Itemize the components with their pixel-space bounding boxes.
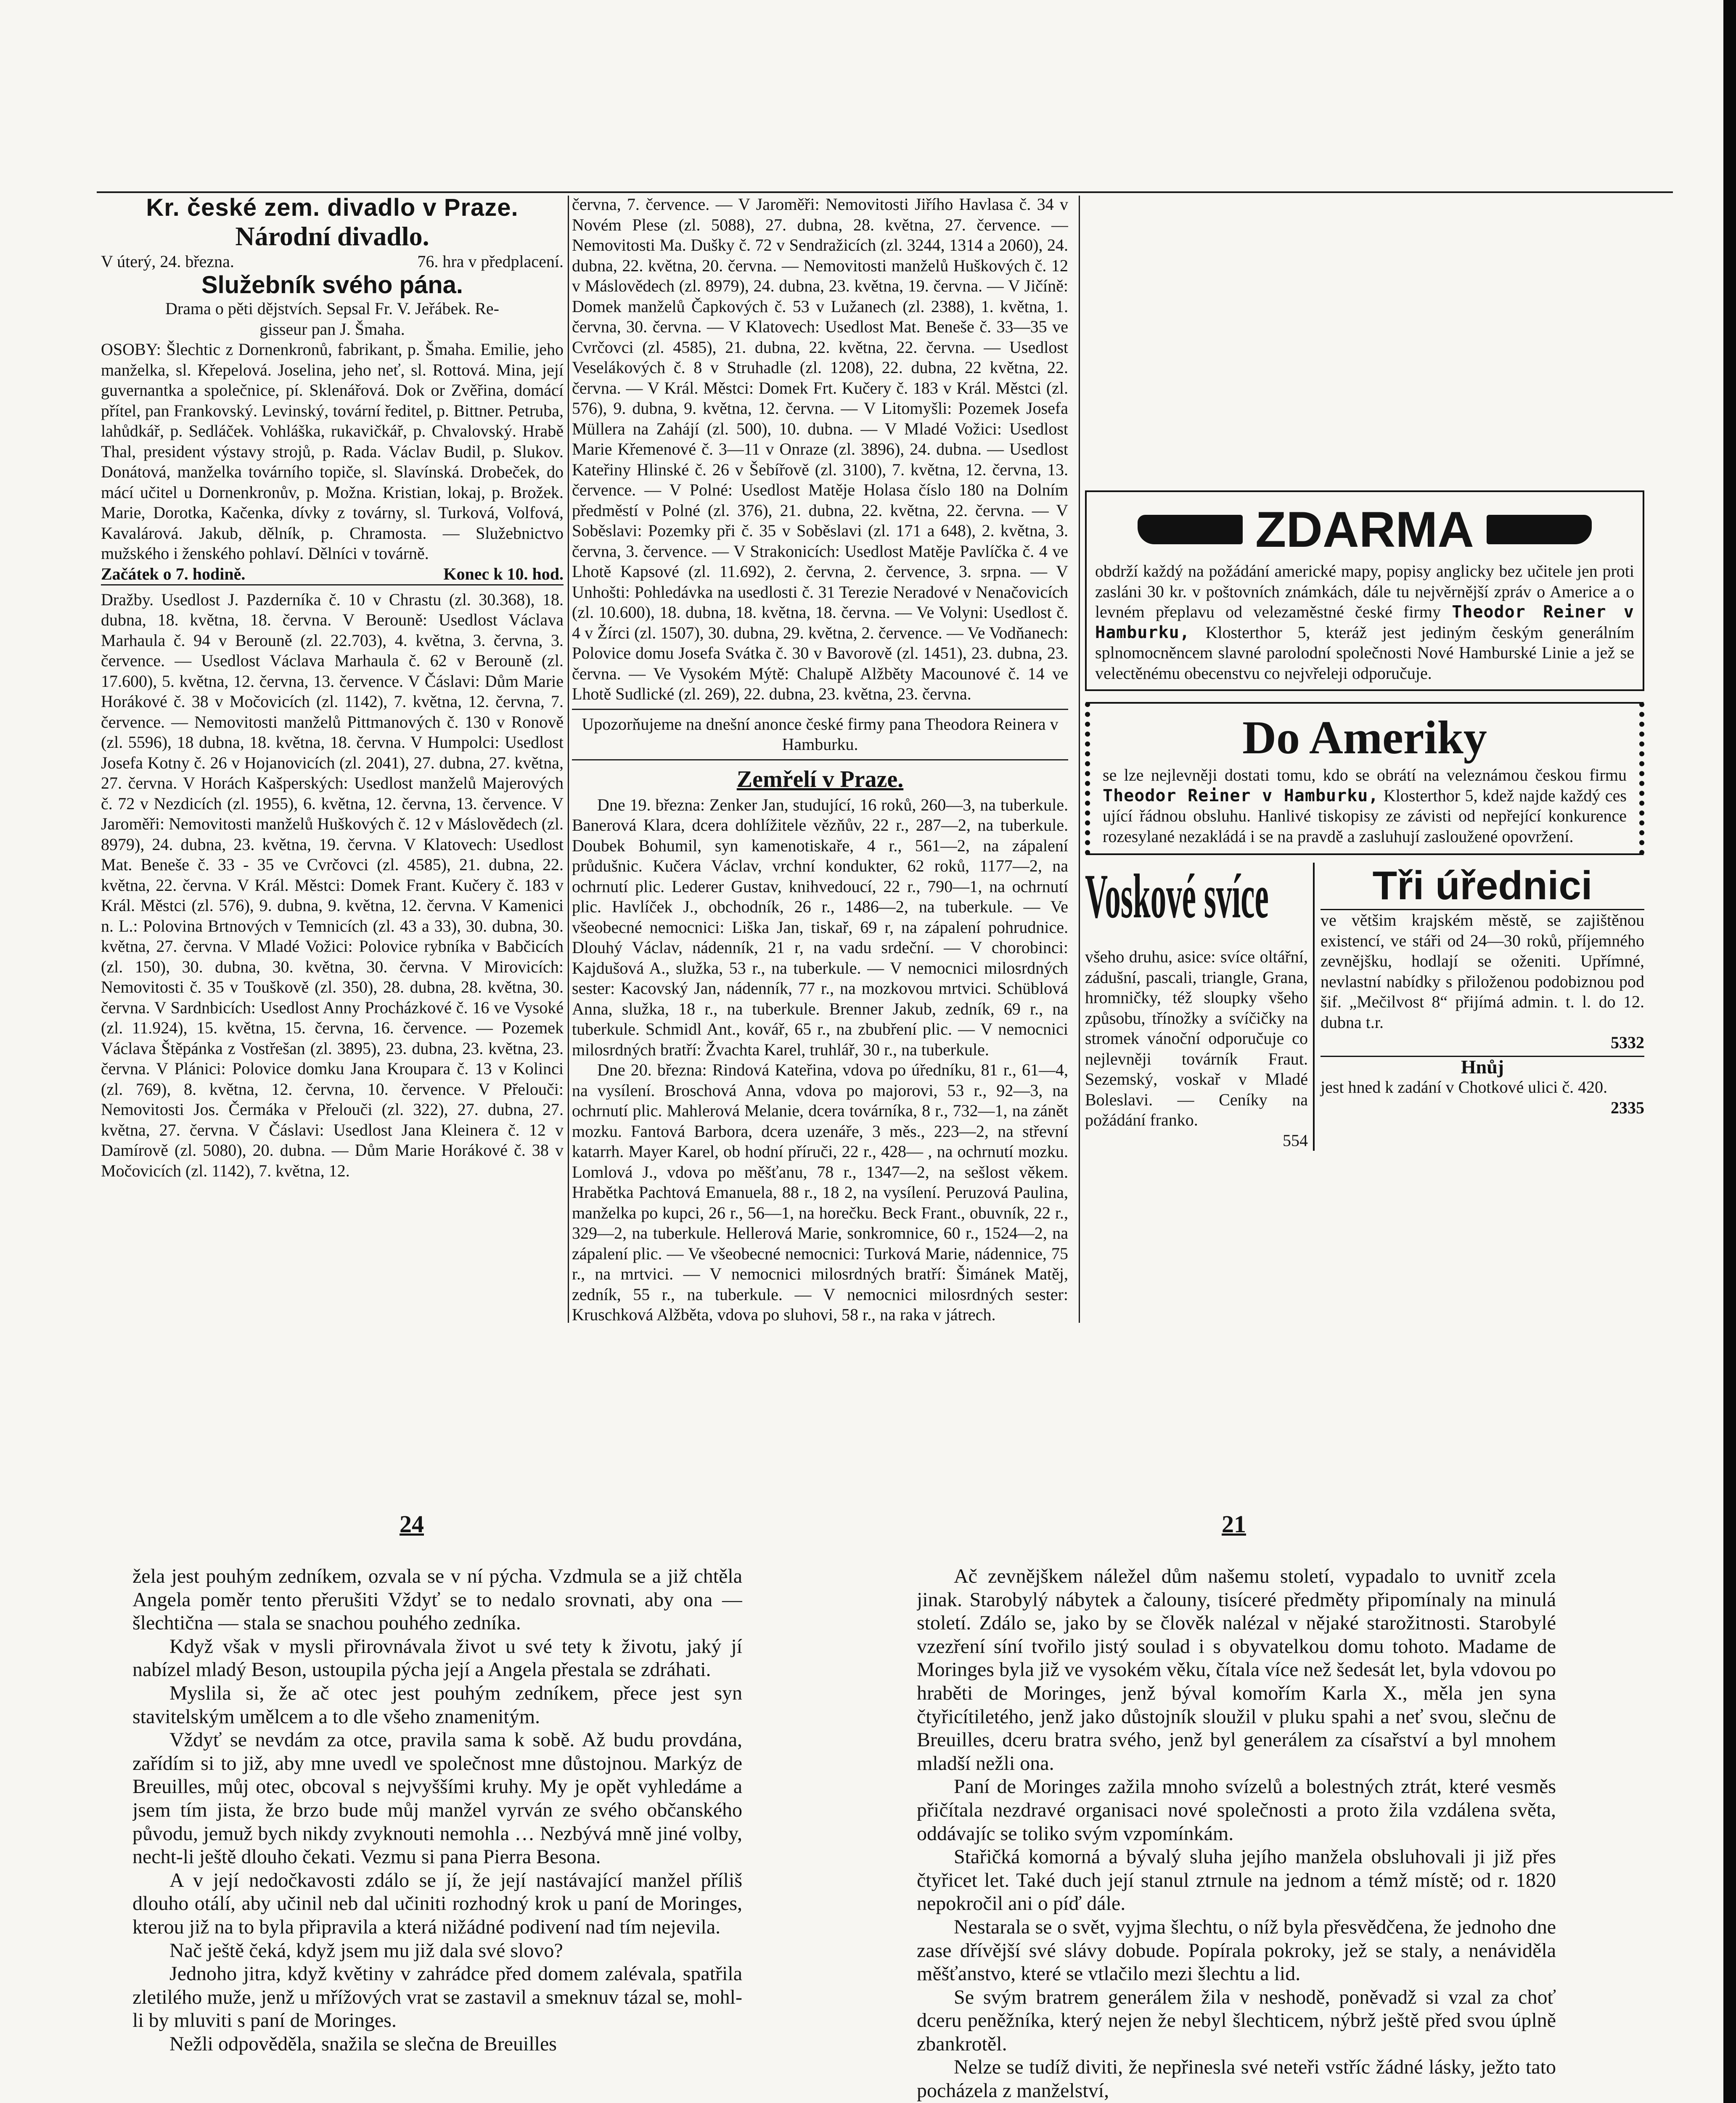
- svice-text: všeho druhu, asice: svíce oltářní, zádušní, pascali, triangle, Grana, hromničky, též sloupky všeho způsobu, třínožky a svíčičky na stromek vánoční odporučuje co nejlevněji továrník Fraut. Sezemský, voskař v Mladé Boleslavi. — Ceníky na požádání franko.: [1085, 947, 1308, 1129]
- svice-title: Voskové svíce: [1085, 861, 1269, 931]
- novel-left-column: [132, 1565, 742, 2103]
- amerika-text-b: Klosterthor 5, kdež najde každý ces ující řádnou obsluhu. Hanlivé tiskopisy ze závisti od nepřející konkurence rozesylané nezakládá i se na pravdě a zasluhují zasloužené opovržení.: [1103, 786, 1627, 846]
- zdarma-text-b: Klosterthor 5, kteráž jest jediným českým generálním splnomocněncem slavné parolodní společnosti Nové Hamburské Linie a jež se velectěnému obecenstvu co nejvřeleji odporučuje.: [1095, 622, 1635, 683]
- theatre-date: V úterý, 24. března.: [101, 252, 234, 271]
- theatre-heading: Kr. české zem. divadlo v Praze.: [146, 194, 519, 221]
- deaths-title: Zemřelí v Praze.: [736, 766, 904, 792]
- novel-paragraph: Nač ještě čeká, když jsem mu již dala své slovo?: [169, 1939, 563, 1962]
- play-start: Začátek o 7. hodině.: [101, 564, 246, 583]
- novel-paragraph: Nežli odpověděla, snažila se slečna de Breuilles: [169, 2032, 557, 2055]
- auctions-continued: června, 7. července. — V Jaroměři: Nemovitosti Jiřího Havlasa č. 34 v Novém Plese (zl. 5088), 27. dubna, 28. května, 27. července. — Nemovitosti Ma. Dušky č. 72 v Sendražicích (zl. 3244, 1314 a 2060), 24. dubna, 22. května, 20. června. — Nemovitosti manželů Huškových č. 12 v Máslovědech (zl. 8979), 24. dubna, 23. května, 19. června. — V Jičíně: Domek manželů Čapkových č. 53 v Lužanech (zl. 2388), 1. května, 1. června, 30. června. — V Klatovech: Usedlost Mat. Beneše č. 33—35 ve Cvrčovci (zl. 4585), 21. dubna, 22. května, 22. června. — Usedlost Veselákových č. 8 v Struhadle (zl. 1208), 22. dubna, 22 května, 22. června. — V Král. Městci: Domek Frt. Kučery č. 183 v Král. Městci (zl. 576), 9. dubna, 9. května, 12. června. — V Litomyšli: Pozemek Josefa Müllera na Zahájí (zl. 500), 10. dubna. — V Mladé Vožici: Usedlost Marie Křemenové č. 3—11 v Onraze (zl. 3896), 24. dubna. — Usedlost Kateřiny Hlinské č. 26 v Šebířově (zl. 3100), 7. května, 12. června, 13. července. — V Polné: Usedlost Matěje Holasa číslo 180 na Dolním předměstí v Polné (zl. 376), 21. dubna, 22. května, 22. června. — V Soběslavi: Pozemky při č. 35 v Soběslavi (zl. 171 a 648), 2. května, 3. června, 3. července. — V Strakonicích: Usedlost Matěje Pavlíčka č. 4 ve Lhotě Kapsové (zl. 11.692), 2. června, 2. července, 3. srpna. — V Unhošti: Pohledávka na usedlosti č. 31 Terezie Neradové v Nenačovicích (zl. 10.600), 18. dubna, 18. května, 18. června. — Ve Volyni: Usedlost č. 4 v Žírci (zl. 1507), 30. dubna, 29. května, 2. července. — Ve Vodňanech: Polovice domu Josefa Svátka č. 30 v Bavorově (zl. 1451), 23. dubna, 23. června. — Ve Vysokém Mýtě: Chalupě Alžběty Macounové č. 14 ve Lhotě Sudlické (zl. 269), 22. dubna, 23. května, 23. června.: [572, 195, 1068, 703]
- zdarma-title: ZDARMA: [1255, 501, 1474, 558]
- novel-paragraph: Vždyť se nevdám za otce, pravila sama k sobě. Až budu provdána, zařídím si to již, aby mne uvedl ve společnost mne důstojnou. Markýz de Breuilles, můj otec, obcoval s nejvyššími kruhy. My je opět vyhledáme a jsem tím jista, že brzo bude můj manžel vyrván ze svého občanského původu, jemuž bych nikdy zvyknouti nemohla … Nezbývá mně jiné volby, necht-li ještě dlouho čekati. Vezmu si pana Pierra Besona.: [132, 1729, 742, 1868]
- amerika-firm: Theodor Reiner v Hamburku,: [1103, 786, 1379, 805]
- column-divider: [568, 196, 569, 1323]
- zdarma-text-a: obdrží každý na požádání americké mapy, popisy anglicky bez učitele jen proti zasláni 30 kr. v poštovních známkách, dále tu nejvěrnější zpráv o Americe a o levném přeplavu od velezaměstné české firmy: [1095, 562, 1634, 621]
- novel-paragraph: Když však v mysli přirovnávala život u své tety k životu, jaký jí nabízel mladý Beson, ustoupila pýcha její a Angela přestala se zdráhati.: [132, 1635, 742, 1681]
- ad-zdarma: [1085, 490, 1644, 691]
- pointing-hand-icon: [1138, 515, 1243, 544]
- theatre-date-row: [101, 252, 564, 272]
- notice-box: Upozorňujeme na dnešní anonce české firmy pana Theodora Reinera v Hamburku.: [572, 709, 1068, 760]
- column-theatre-auctions: [101, 194, 564, 1326]
- column-deaths-ads: [1085, 194, 1644, 1326]
- ad-voskove-svice: [1085, 863, 1315, 1151]
- novel-paragraph: Jednoho jitra, když květiny v zahrádce před domem zalévala, spatřila zletilého muže, jenž u mřížových vrat se zastavil a smeknuv tázal se, mohl-li by mluviti s paní de Moringes.: [132, 1963, 742, 2032]
- play-title: Služebník svého pána.: [201, 271, 463, 299]
- amerika-title: Do Ameriky: [1242, 712, 1487, 764]
- novel-paragraph: Nestarala se o svět, vyjma šlechtu, o níž byla přesvědčena, že jednoho dne zase dřívější své slávy dobude. Popírala pokroky, jež se staly, a nenáviděla měšťanstvo, které se vtlačilo mezi šlechtu a lid.: [917, 1915, 1556, 1985]
- urednici-code: 5332: [1611, 1033, 1644, 1052]
- play-director: gisseur pan J. Šmaha.: [259, 319, 405, 339]
- hnuj-text: jest hned k zadání v Chotkové ulici č. 420.: [1321, 1078, 1608, 1097]
- deaths-day-20: Dne 20. března: Rindová Kateřina, vdova po úředníku, 81 r., 61—4, na vysílení. Broschová Anna, vdova po majorovi, 53 r., 92—3, na ochrnutí plic. Mahlerová Melanie, dcera továrníka, 8 r., 732—1, na zánět mozku. Fantová Barbora, dcera uzenáře, 3 měs., 223—2, na střevní katarrh. Mayer Karel, ob hodní příruči, 22 r., 428— , na ochrnutí mozku. Lomlová J., vdova po měšťanu, 78 r., 1347—2, na sešlost věkem. Hrabětka Pachtová Emanuela, 88 r., 18 2, na vysílení. Peruzová Paulina, manželka po kupci, 26 r., 56—1, na horečku. Beck Frant., obuvník, 22 r., 329—2, na tuberkule. Hellerová Marie, sonkromnice, 60 r., 1524—2, na zápalení plic. — Ve všeobecné nemocnici: Turková Marie, nádennice, 75 r., na mrtvici. — V nemocnici milosrdných bratří: Šimánek Matěj, zedník, 55 r., na tuberkule. — V nemocnici milosrdných sester: Kruschková Alžběta, vdova po sluhovi, 58 r., na raka v játrech.: [572, 1060, 1068, 1324]
- svice-code: 554: [1283, 1131, 1308, 1150]
- novel-paragraph: žela jest pouhým zedníkem, ozvala se v ní pýcha. Vzdmula se a již chtěla Angela poměr tento přerušiti Vždyť se to nedalo srovnati, aby ona — šlechtična — stala se snachou pouhého zedníka.: [132, 1565, 742, 1634]
- zdarma-header: [1095, 498, 1634, 561]
- page-number-left: 24: [400, 1510, 424, 1538]
- deaths-continued-wrap: [1085, 194, 1644, 480]
- deaths-day-19: Dne 19. března: Zenker Jan, studující, 16 roků, 260—3, na tuberkule. Banerová Klara, dcera dohlížitele vězňův, 22 r., 287—2, na tuberkule. Doubek Bohumil, syn kamenotiskaře, 4 r., 561—2, na zápalení průdušnic. Kučera Václav, vrchní kondukter, 62 roků, 1177—2, na ochrnutí plic. Lederer Gustav, knihvedoucí, 22 r., 790—1, na ochrnutí plic. Havlíček J., obchodník, 26 r., 1486—2, na tuberkule. — Ve všeobecné nemocnici: Liška Jan, tiskař, 69 r, na zápalení pohrudnice. Dlouhý Václav, nádenník, 21 r, na vadu srdeční. — V chorobinci: Kajdušová A., služka, 53 r., na tuberkule. — V nemocnici milosrdných sester: Kacovský Jan, nádenník, 77 r., na mozkovou mrtvici. Schüblová Anna, služka, 18 r., na tuberkule. Brenner Jakub, zedník, 69 r., na tuberkule. Schmidl Ant., kovář, 65 r., na zbubření plic. — V nemocnici milosrdných bratří: Žvachta Karel, truhlář, 30 r., na tuberkule.: [572, 795, 1068, 1059]
- play-cast: OSOBY: Šlechtic z Dornenkronů, fabrikant, p. Šmaha. Emilie, jeho manželka, sl. Křepelová. Joselina, jeho neť, sl. Rottová. Mina, její guvernantka a společnice, pí. Sklenářová. Dok or Zvěřina, domácí přítel, pan Frankovský. Levinský, tovární ředitel, p. Bittner. Petruba, lahůdkář, p. Sedláček. Vohláška, rukavičkář, p. Chvalovský. Hrabě Thal, president výstavy strojů, p. Rada. Václav Budil, p. Slukov. Donátová, manželka továrního topiče, sl. Slavínská. Drobeček, do mácí učitel u Dornenkronův, p. Možna. Kristian, lokaj, p. Brožek. Marie, Dorotka, Kačenka, dívky z továrny, sl. Turková, Volfová, Kavalárová. Jakub, dělník, p. Chramosta. — Služebnictvo mužského i ženského pohlaví. Dělníci v továrně.: [101, 340, 564, 563]
- novel-paragraph: Nelze se tudíž diviti, že nepřinesla své neteři vstříc žádné lásky, ježto tato pocházela z manželství,: [917, 2056, 1556, 2102]
- amerika-text: [1103, 765, 1627, 847]
- novel-paragraph: Myslila si, že ač otec jest pouhým zedníkem, přece jest syn stavitelským umělcem a to dle všeho znamenitým.: [132, 1682, 742, 1728]
- zdarma-text: [1095, 561, 1634, 683]
- amerika-text-a: se lze nejlevněji dostati tomu, kdo se obrátí na veleznámou českou firmu: [1103, 765, 1627, 784]
- top-rule: [97, 191, 1673, 193]
- play-end: Konec k 10. hod.: [443, 564, 564, 583]
- novel-paragraph: A v její nedočkavosti zdálo se jí, že její nastávající manžel příliš dlouho otálí, aby učinil neb dal učiniti rozhodný krok u paní de Moringes, kterou již na to byla připravila a která nižádné podivení nad tím nejevila.: [132, 1869, 742, 1938]
- pointing-hand-icon: [1487, 515, 1592, 544]
- zdarma-firm: Theodor Reiner v Hamburku,: [1095, 602, 1634, 642]
- novel-paragraph: Paní de Moringes zažila mnoho svízelů a bolestných ztrát, které vesměs přičítala nezdravé organisaci nové společnosti a proto žila vzdálena světa, oddávajíc se toliko svým vzpomínkám.: [917, 1775, 1556, 1845]
- ad-do-ameriky: [1085, 702, 1644, 855]
- scan-edge: [1723, 0, 1736, 2103]
- theatre-performance-number: 76. hra v předplacení.: [417, 252, 564, 271]
- novel-paragraph: Se svým bratrem generálem žila v neshodě, poněvadž si vzal za choť dceru peněžníka, který nejen že nebyl šlechticem, nýbrž ještě před svou úplně zbankrotěl.: [917, 1986, 1556, 2055]
- page-number-right: 21: [1222, 1510, 1246, 1538]
- theatre-name: Národní divadlo.: [235, 221, 429, 251]
- column-auctions-deaths: [572, 194, 1068, 1326]
- play-genre: Drama o pěti dějstvích. Sepsal Fr. V. Jeřábek. Re-: [165, 299, 499, 318]
- ads-bottom-row: [1085, 863, 1644, 1151]
- play-times: [101, 564, 564, 585]
- novel-right-column: [917, 1565, 1556, 2103]
- hnuj-title: Hnůj: [1321, 1056, 1644, 1078]
- novel-paragraph: Stařičká komorná a bývalý sluha jejího manžela obsluhovali ji již přes čtyřicet let. Také duch její stanul ztrnule na jednom a témž místě; od r. 1820 nepokročil ani o píď dále.: [917, 1846, 1556, 1915]
- novel-paragraph: Ač zevnějškem náležel dům našemu století, vypadalo to uvnitř zcela jinak. Starobylý nábytek a čalouny, tisíceré předměty připomínaly na minulá století. Zdálo se, jako by se člověk nalézal v nějaké starožitnosti. Starobylé vzezření síní tvořilo jistý soulad i s obyvatelkou domu tohoto. Madame de Moringes byla již ve vysokém věku, čítala více než šedesát let, byla vdovou po hraběti de Moringes, jenž býval komořím Karla X., měla jen syna čtyřicítiletého, jenž jako důstojník sloužil v pluku spahi a neť svou, slečnu de Breuilles, dceru bratra svého, jenž byl generálem za císařství a byl mnohem mladší nežli ona.: [917, 1565, 1556, 1775]
- urednici-text: ve většim krajském městě, se zajištěnou existencí, ve stáři od 24—30 roků, příjemného zevnějšku, hodlají se oženiti. Upřímné, nevlastní nabídky s přiloženou podobiznou pod šif. „Mečilvost 8“ přijímá admin. t. l. do 12. dubna t.r.: [1321, 911, 1644, 1032]
- column-divider: [1079, 196, 1080, 1323]
- ad-tri-urednici: [1321, 863, 1644, 1151]
- auctions-text: Dražby. Usedlost J. Pazderníka č. 10 v Chrastu (zl. 30.368), 18. dubna, 18. května, 18. června. V Berouně: Usedlost Václava Marhaula č. 94 v Berouně (zl. 22.703), 4. května, 3. června, 3. července. — Usedlost Václava Marhaula č. 62 v Berouně (zl. 17.600), 5. května, 12. června, 13. července. V Čáslavi: Dům Marie Horákové č. 38 v Močovicích (zl. 1142), 7. května, 12. června, 7. července. — Nemovitosti manželů Pittmanových č. 130 v Ronově (zl. 5596), 18 dubna, 18. května, 18. června. V Humpolci: Usedlost Josefa Kotny č. 26 v Hojanovicích (zl. 2041), 27. dubna, 27. května, 27. června. V Horách Kašperských: Usedlost manželů Majerových č. 72 v Nezdicích (zl. 1955), 6. května, 12. června, 13. července. V Jaroměři: Nemovitosti manželů Huškových č. 12 v Máslovědech (zl. 8979), 24. dubna, 23. května, 19. června. V Klatovech: Usedlost Mat. Beneše č. 33 - 35 ve Cvrčovci (zl. 4585), 21. dubna, 22. května, 22. června. V Král. Městci: Domek Frant. Kučery č. 183 v Král. Městci (zl. 576), 9. dubna, 9. května, 12. června. V Kamenici n. L.: Polovina Brtnových v Temnicích (zl. 43 a 33), 30. dubna, 30. května, 27. června. V Mladé Vožici: Polovice rybníka v Babčicích (zl. 150), 30. dubna, 30. května, 30. června. V Mirovicích: Nemovitosti č. 35 v Touškově (zl. 350), 28. dubna, 28. května, 30. června. V Sardnbicích: Usedlost Anny Procházkové č. 16 ve Vysoké (zl. 11.924), 15. května, 15. června, 16. července. — Pozemek Václava Štěpánka z Vostřešan (zl. 3895), 23. dubna, 23. května, 23. června. V Plánici: Polovice domku Jana Kroupara č. 13 v Kolinci (zl. 769), 8. května, 12. června, 10. července. V Přelouči: Nemovitosti Jos. Čermáka v Přelouči (zl. 322), 27. dubna, 27. května, 27. června. V Čáslavi: Usedlost Jana Kleinera č. 12 v Damírově (zl. 5080), 20. dubna. — Dům Marie Horákové č. 38 v Močovicích (zl. 1142), 7. května, 12.: [101, 590, 564, 1180]
- hnuj-code: 2335: [1611, 1098, 1644, 1117]
- urednici-title: Tři úřednici: [1321, 863, 1644, 910]
